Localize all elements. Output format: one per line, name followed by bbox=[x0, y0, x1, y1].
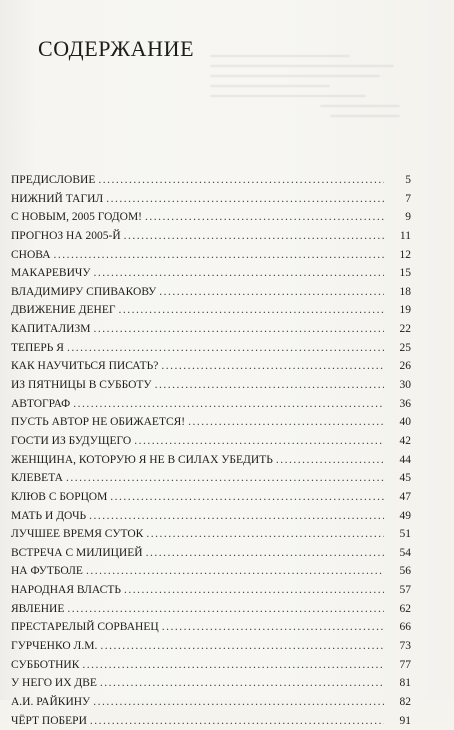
toc-entry-title: НА ФУТБОЛЕ bbox=[11, 565, 83, 578]
toc-leader-dots bbox=[66, 469, 384, 488]
toc-entry-title: СУББОТНИК bbox=[11, 658, 80, 671]
toc-entry-title: НАРОДНАЯ ВЛАСТЬ bbox=[11, 584, 121, 597]
toc-entry bbox=[11, 283, 411, 302]
toc-leader-dots bbox=[94, 264, 384, 283]
toc-entry-page-number: 45 bbox=[399, 472, 411, 485]
toc-entry-page-number: 44 bbox=[399, 453, 411, 466]
toc-entry-title: ДВИЖЕНИЕ ДЕНЕГ bbox=[11, 304, 116, 317]
toc-entry-page-number: 40 bbox=[399, 416, 411, 429]
toc-entry-page-number: 18 bbox=[399, 285, 411, 298]
toc-entry-title: НИЖНИЙ ТАГИЛ bbox=[11, 192, 104, 205]
toc-entry bbox=[11, 171, 411, 190]
toc-entry bbox=[11, 320, 411, 339]
toc-leader-dots bbox=[161, 357, 384, 376]
toc-leader-dots bbox=[90, 712, 384, 730]
toc-entry-title: ЛУЧШЕЕ ВРЕМЯ СУТОК bbox=[11, 528, 144, 541]
toc-entry-page-number: 73 bbox=[399, 640, 411, 653]
toc-leader-dots bbox=[145, 208, 384, 227]
toc-entry-page-number: 91 bbox=[399, 714, 411, 727]
toc-entry-title: ЖЕНЩИНА, КОТОРУЮ Я НЕ В СИЛАХ УБЕДИТЬ bbox=[11, 453, 273, 466]
toc-entry bbox=[11, 376, 411, 395]
toc-entry-page-number: 82 bbox=[399, 695, 411, 708]
toc-leader-dots bbox=[146, 544, 384, 563]
toc-entry bbox=[11, 600, 411, 619]
toc-entry bbox=[11, 451, 411, 470]
toc-entry-title: С НОВЫМ, 2005 ГОДОМ! bbox=[11, 211, 143, 224]
toc-leader-dots bbox=[110, 488, 384, 507]
toc-entry-title: КАК НАУЧИТЬСЯ ПИСАТЬ? bbox=[11, 360, 159, 373]
toc-leader-dots bbox=[67, 339, 384, 358]
toc-leader-dots bbox=[86, 562, 384, 581]
toc-entry-page-number: 9 bbox=[405, 211, 411, 224]
toc-entry-title: МАКАРЕВИЧУ bbox=[11, 267, 91, 280]
toc-entry-title: КЛЮВ С БОРЦОМ bbox=[11, 490, 108, 503]
toc-leader-dots bbox=[124, 227, 384, 246]
toc-entry-page-number: 5 bbox=[405, 174, 411, 186]
toc-entry-page-number: 11 bbox=[399, 229, 411, 242]
toc-entry-page-number: 30 bbox=[399, 379, 411, 392]
table-of-contents bbox=[11, 171, 411, 730]
toc-entry-title: ЯВЛЕНИЕ bbox=[11, 602, 65, 615]
toc-entry-page-number: 42 bbox=[399, 434, 411, 447]
toc-entry-page-number: 7 bbox=[405, 192, 411, 205]
page-title: СОДЕРЖАНИЕ bbox=[38, 36, 195, 61]
toc-leader-dots bbox=[119, 301, 384, 320]
toc-entry-page-number: 22 bbox=[399, 323, 411, 336]
toc-entry bbox=[11, 656, 411, 675]
toc-entry-title: ПРОГНОЗ НА 2005-Й bbox=[11, 229, 121, 242]
toc-leader-dots bbox=[89, 507, 384, 526]
toc-entry-title: ВСТРЕЧА С МИЛИЦИЕЙ bbox=[11, 546, 143, 559]
toc-entry-title: КЛЕВЕТА bbox=[11, 472, 63, 485]
toc-entry bbox=[11, 469, 411, 488]
toc-leader-dots bbox=[155, 376, 384, 395]
toc-entry-page-number: 57 bbox=[399, 584, 411, 597]
toc-entry-title: ИЗ ПЯТНИЦЫ В СУББОТУ bbox=[11, 379, 152, 392]
toc-entry-page-number: 62 bbox=[399, 602, 411, 615]
toc-entry bbox=[11, 301, 411, 320]
toc-entry-title: ЧЁРТ ПОБЕРИ bbox=[11, 714, 87, 727]
toc-entry bbox=[11, 190, 411, 209]
toc-entry-title: МАТЬ И ДОЧЬ bbox=[11, 509, 87, 522]
toc-entry-title: ПУСТЬ АВТОР НЕ ОБИЖАЕТСЯ! bbox=[11, 416, 186, 429]
toc-leader-dots bbox=[134, 432, 384, 451]
toc-entry bbox=[11, 693, 411, 712]
toc-entry-page-number: 47 bbox=[399, 490, 411, 503]
toc-entry-title: ГОСТИ ИЗ БУДУЩЕГО bbox=[11, 434, 132, 447]
toc-entry-page-number: 15 bbox=[399, 267, 411, 280]
toc-entry-page-number: 51 bbox=[399, 528, 411, 541]
toc-entry-page-number: 54 bbox=[399, 546, 411, 559]
toc-entry-page-number: 19 bbox=[399, 304, 411, 317]
toc-entry bbox=[11, 674, 411, 693]
toc-leader-dots bbox=[54, 246, 384, 265]
toc-entry-page-number: 56 bbox=[399, 565, 411, 578]
toc-entry-title: АВТОГРАФ bbox=[11, 397, 71, 410]
toc-entry-page-number: 77 bbox=[399, 658, 411, 671]
toc-entry-page-number: 25 bbox=[399, 341, 411, 354]
toc-entry-title: ПРЕДИСЛОВИЕ bbox=[11, 174, 96, 186]
toc-leader-dots bbox=[73, 395, 384, 414]
toc-leader-dots bbox=[159, 283, 384, 302]
toc-leader-dots bbox=[276, 451, 384, 470]
toc-entry-title: КАПИТАЛИЗМ bbox=[11, 323, 91, 336]
toc-leader-dots bbox=[100, 637, 384, 656]
toc-entry bbox=[11, 712, 411, 730]
toc-entry-title: ПРЕСТАРЕЛЫЙ СОРВАНЕЦ bbox=[11, 621, 159, 634]
toc-entry bbox=[11, 413, 411, 432]
toc-entry-page-number: 12 bbox=[399, 248, 411, 261]
toc-leader-dots bbox=[146, 525, 384, 544]
toc-entry bbox=[11, 395, 411, 414]
toc-leader-dots bbox=[82, 656, 384, 675]
toc-entry bbox=[11, 264, 411, 283]
toc-entry bbox=[11, 357, 411, 376]
toc-entry-page-number: 49 bbox=[399, 509, 411, 522]
toc-entry bbox=[11, 562, 411, 581]
toc-entry-page-number: 66 bbox=[399, 621, 411, 634]
toc-entry-title: ТЕПЕРЬ Я bbox=[11, 341, 64, 354]
toc-leader-dots bbox=[162, 618, 384, 637]
toc-leader-dots bbox=[93, 320, 384, 339]
toc-entry bbox=[11, 246, 411, 265]
toc-entry bbox=[11, 581, 411, 600]
toc-entry-title: СНОВА bbox=[11, 248, 51, 261]
toc-entry-title: ГУРЧЕНКО Л.М. bbox=[11, 640, 98, 653]
toc-entry-page-number: 26 bbox=[399, 360, 411, 373]
toc-entry bbox=[11, 618, 411, 637]
toc-leader-dots bbox=[100, 674, 384, 693]
toc-leader-dots bbox=[124, 581, 384, 600]
toc-entry-page-number: 36 bbox=[399, 397, 411, 410]
toc-leader-dots bbox=[93, 693, 384, 712]
toc-entry bbox=[11, 525, 411, 544]
toc-entry-title: У НЕГО ИХ ДВЕ bbox=[11, 677, 97, 690]
toc-entry-page-number: 81 bbox=[399, 677, 411, 690]
toc-entry bbox=[11, 208, 411, 227]
toc-entry bbox=[11, 339, 411, 358]
toc-leader-dots bbox=[98, 171, 384, 190]
toc-entry bbox=[11, 544, 411, 563]
toc-entry-title: А.И. РАЙКИНУ bbox=[11, 695, 91, 708]
toc-leader-dots bbox=[106, 190, 384, 209]
toc-entry bbox=[11, 432, 411, 451]
toc-entry bbox=[11, 507, 411, 526]
toc-leader-dots bbox=[188, 413, 384, 432]
toc-entry bbox=[11, 488, 411, 507]
toc-entry-title: ВЛАДИМИРУ СПИВАКОВУ bbox=[11, 285, 157, 298]
toc-leader-dots bbox=[67, 600, 384, 619]
show-through-text bbox=[210, 55, 410, 165]
toc-entry bbox=[11, 637, 411, 656]
toc-entry bbox=[11, 227, 411, 246]
